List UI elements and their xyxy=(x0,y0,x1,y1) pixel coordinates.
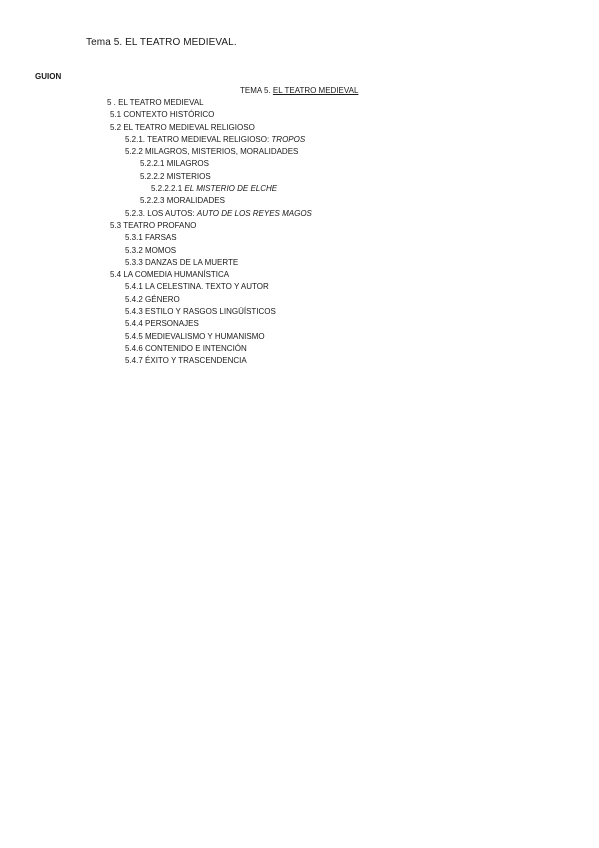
toc-item-text: 5.2.2 MILAGROS, MISTERIOS, MORALIDADES xyxy=(125,147,299,157)
toc-item xyxy=(0,257,312,269)
toc-item xyxy=(0,171,312,183)
toc-item-text: 5.4 LA COMEDIA HUMANÍSTICA xyxy=(110,270,230,280)
toc-item xyxy=(0,245,312,257)
toc-item xyxy=(0,195,312,207)
toc-item-text: 5.3.2 MOMOS xyxy=(125,245,177,255)
toc-item-text: 5.2.2.2.1 xyxy=(151,184,185,194)
toc-item xyxy=(0,183,312,195)
toc-item xyxy=(0,318,312,330)
toc-item-text: 5.3 TEATRO PROFANO xyxy=(110,220,197,230)
toc-item xyxy=(0,134,312,146)
toc-item-text: 5.3.3 DANZAS DE LA MUERTE xyxy=(125,257,239,267)
toc-item-text: 5.2.1. TEATRO MEDIEVAL RELIGIOSO: xyxy=(125,134,272,144)
toc-item xyxy=(0,294,312,306)
toc-title-underlined: EL TEATRO MEDIEVAL xyxy=(272,86,359,95)
toc-item-text: 5.4.3 ESTILO Y RASGOS LINGÜÍSTICOS xyxy=(125,307,276,317)
toc-list xyxy=(0,97,312,368)
toc-item xyxy=(0,97,312,109)
toc-item xyxy=(0,146,312,158)
toc-item-italic-text: TROPOS xyxy=(271,134,306,144)
toc-item-text: 5.2.2.3 MORALIDADES xyxy=(140,196,225,206)
toc-item xyxy=(0,122,312,134)
toc-item xyxy=(0,220,312,232)
toc-item-text: 5.2.2.1 MILAGROS xyxy=(140,159,209,169)
toc-item xyxy=(0,355,312,367)
toc-item-text: 5.4.2 GÉNERO xyxy=(125,294,180,304)
toc-item xyxy=(0,281,312,293)
toc-item xyxy=(0,158,312,170)
toc-item-text: 5 . EL TEATRO MEDIEVAL xyxy=(107,98,204,107)
toc-item-text: 5.4.6 CONTENIDO E INTENCIÓN xyxy=(125,343,247,353)
toc-item xyxy=(0,343,312,355)
toc-item xyxy=(0,208,312,220)
toc-item-italic-text: EL MISTERIO DE ELCHE xyxy=(184,184,278,194)
toc-item xyxy=(0,109,312,121)
toc-item xyxy=(0,306,312,318)
toc-item-text: 5.4.7 ÉXITO Y TRASCENDENCIA xyxy=(125,356,247,366)
toc-item-text: 5.4.4 PERSONAJES xyxy=(125,319,199,329)
toc-title-prefix: TEMA 5. xyxy=(240,86,273,95)
toc-item-text: 5.2 EL TEATRO MEDIEVAL RELIGIOSO xyxy=(110,122,255,132)
toc-item-text: 5.1 CONTEXTO HISTÓRICO xyxy=(110,110,215,120)
toc-item xyxy=(0,269,312,281)
guion-label: GUION xyxy=(35,72,62,81)
toc-title xyxy=(240,86,358,95)
toc-item-text: 5.4.5 MEDIEVALISMO Y HUMANISMO xyxy=(125,331,265,341)
toc-item-text: 5.2.2.2 MISTERIOS xyxy=(140,171,211,181)
toc-item-text: 5.4.1 LA CELESTINA. TEXTO Y AUTOR xyxy=(125,282,269,292)
toc-item xyxy=(0,232,312,244)
page-title: Tema 5. EL TEATRO MEDIEVAL. xyxy=(86,37,237,48)
toc-item-text: 5.2.3. LOS AUTOS: xyxy=(125,208,197,218)
toc-item-italic-text: AUTO DE LOS REYES MAGOS xyxy=(196,208,312,218)
toc-item xyxy=(0,331,312,343)
toc-item-text: 5.3.1 FARSAS xyxy=(125,233,177,243)
